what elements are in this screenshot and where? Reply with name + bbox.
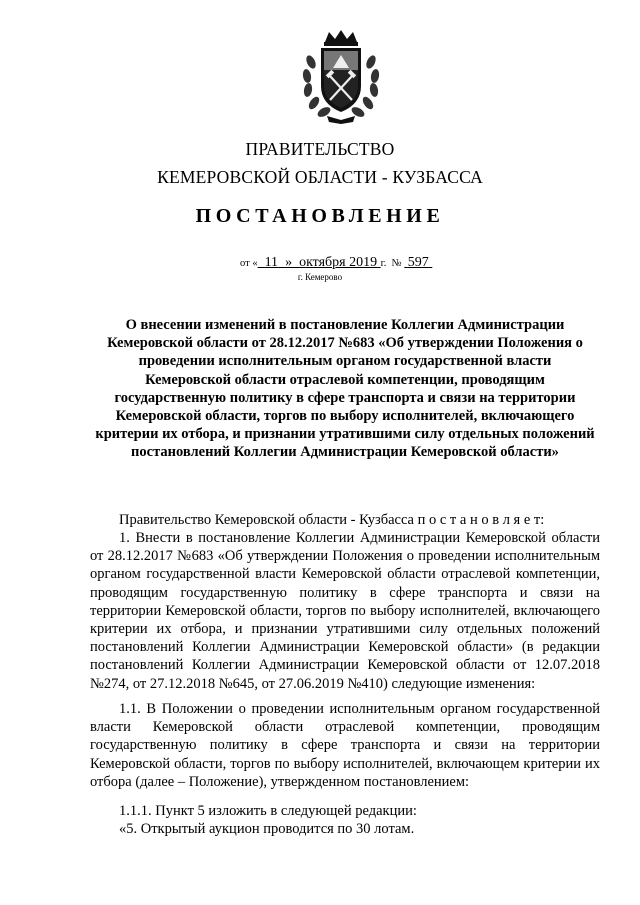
city-label: г. Кемерово [297,272,343,282]
paragraph-quote-5: «5. Открытый аукцион проводится по 30 лотам. [119,821,415,837]
coat-of-arms-emblem [297,28,385,124]
paragraph-item-1: 1. Внести в постановление Коллегии Администрации Кемеровской области от 28.12.2017 №683 «Об утверждении Положения о проведении исполнительным органом государственной власти Кемеровской области отраслевой компетенции, проводящим государственную политику в сфере транспорта и связи на территории Кемеровской области, торгов по выбору исполнителей, включающего критерии их отбора, и признании утратившими силу отдельных положений постановлений Коллегии Администрации Кемеровской области» (в редакции постановлений Коллегии Администрации Кемеровской области от 12.07.2018 №274, от 27.12.2018 №645, от 27.06.2019 №410) следующие изменения: [90,530,600,692]
government-name-line2: КЕМЕРОВСКОЙ ОБЛАСТИ - КУЗБАССА [157,167,483,187]
paragraph-item-1-1: 1.1. В Положении о проведении исполнительным органом государственной власти Кемеровской области отраслевой компетенции, проводящим государственную политику в сфере транспорта и связи на территории Кемеровской области, торгов по выбору исполнителей, включающем критерии их отбора (далее – Положение), утвержденном постановлением: [90,701,600,790]
date-month-year: октября 2019 [299,255,378,270]
document-title: О внесении изменений в постановление Коллегии Администрации Кемеровской области от 28.12.2017 №683 «Об утверждении Положения о проведении исполнительным органом государственной власти Кемеровской области отраслевой компетенции, проводящим государственную политику в сфере транспорта и связи на территории Кемеровской области, торгов по выбору исполнителей, включающего критерии их отбора, и признании утратившими силу отдельных положений постановлений Коллегии Администрации Кемеровской области» [95,317,595,461]
intro-paragraph: Правительство Кемеровской области - Кузбасса п о с т а н о в л я е т: [119,512,545,528]
government-name-line1: ПРАВИТЕЛЬСТВО [245,139,395,159]
date-line [240,255,432,271]
date-year-suffix: г. [380,258,387,269]
paragraph-item-1-1-1: 1.1.1. Пункт 5 изложить в следующей редакции: [119,803,417,819]
number-sign: № [391,258,402,269]
document-type-heading: ПОСТАНОВЛЕНИЕ [195,205,445,227]
date-quote-close: » [285,255,293,270]
date-day: 11 » октября 2019 [264,255,378,270]
document-number: 597 [407,255,429,270]
date-from-label: от « [240,258,258,269]
